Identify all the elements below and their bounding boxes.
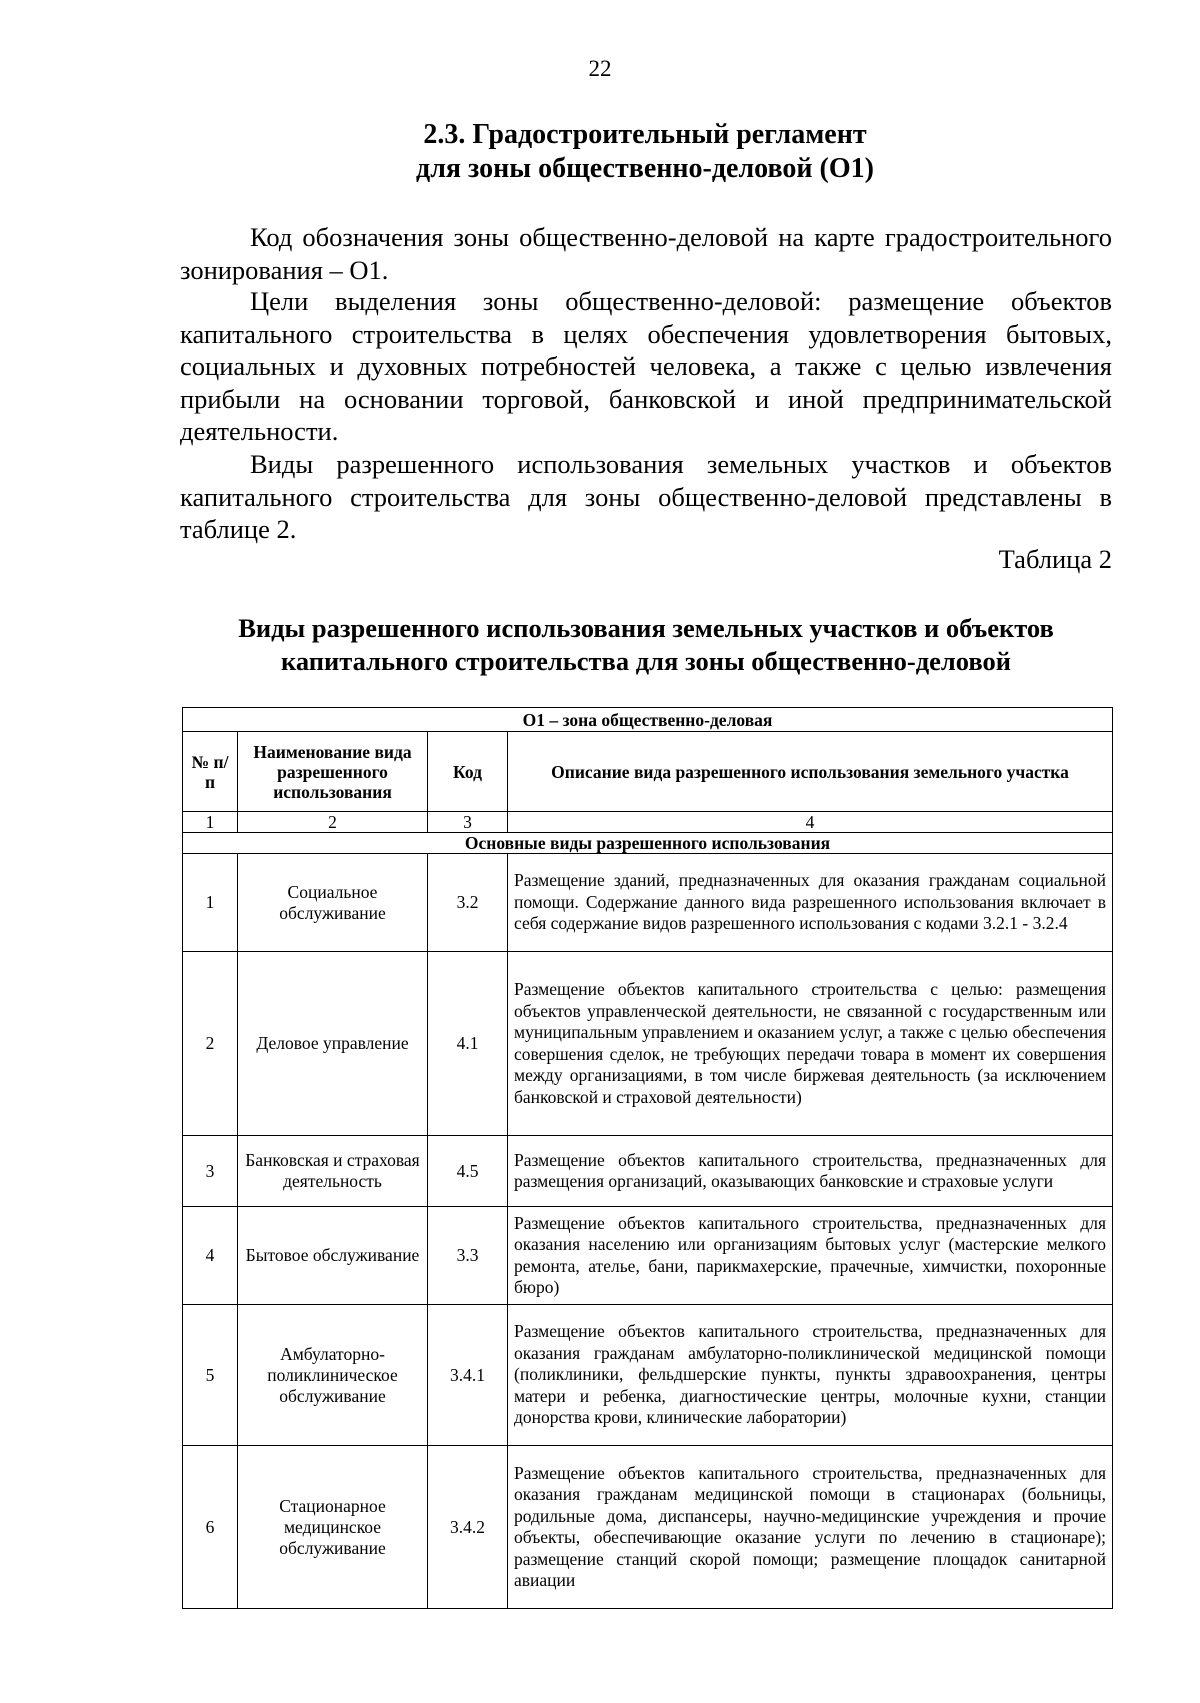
column-number: 2: [238, 812, 428, 833]
row-num: 6: [183, 1446, 238, 1609]
row-code: 3.4.1: [428, 1305, 508, 1446]
row-name: Деловое управление: [238, 952, 428, 1136]
section-heading-line-1: 2.3. Градостроительный регламент: [423, 119, 867, 150]
section-heading: [0, 118, 1200, 186]
column-header-num: № п/п: [183, 732, 238, 812]
row-code: 3.4.2: [428, 1446, 508, 1609]
column-number-row: [183, 812, 1113, 833]
row-desc: Размещение объектов капитального строительства, предназначенных для оказания гражданам медицинской помощи в стационарах (больницы, родильные дома, диспансеры, научно-медицинские учреждения и прочие объекты, обеспечивающие оказание услуги по лечению в стационаре); размещение станций скорой помощи; размещение площадок санитарной авиации: [508, 1446, 1113, 1609]
zone-header-row: [183, 708, 1113, 732]
row-code: 3.3: [428, 1207, 508, 1305]
table-row: [183, 1207, 1113, 1305]
row-desc: Размещение объектов капитального строительства, предназначенных для оказания населению или организациям бытовых услуг (мастерские мелкого ремонта, ателье, бани, парикмахерские, прачечные, химчистки, похоронные бюро): [508, 1207, 1113, 1305]
page-number: 22: [588, 56, 612, 81]
table-label: Таблица 2: [998, 544, 1112, 574]
usage-types-table: [182, 707, 1113, 1609]
column-header-code: Код: [428, 732, 508, 812]
table-row: [183, 952, 1113, 1136]
column-number: 1: [183, 812, 238, 833]
row-num: 5: [183, 1305, 238, 1446]
paragraph-zone-goals-text: Цели выделения зоны общественно-деловой: размещение объектов капитального строительства в целях обеспечения удовлетворения бытовых, социальных и духовных потребностей человека, а также с целью извлечения прибыли на основании торговой, банковской и иной предпринимательской деятельности.: [180, 286, 1112, 446]
row-desc: Размещение объектов капитального строительства с целью: размещения объектов управленческой деятельности, не связанной с государственным или муниципальным управлением и оказанием услуг, а также с целью обеспечения совершения сделок, не требующих передачи товара в момент их совершения между организациями, в том числе биржевая деятельность (за исключением банковской и страховой деятельности): [508, 952, 1113, 1136]
row-num: 4: [183, 1207, 238, 1305]
row-name: Бытовое обслуживание: [238, 1207, 428, 1305]
column-header-desc: Описание вида разрешенного использования земельного участка: [508, 732, 1113, 812]
paragraph-zone-code-text: Код обозначения зоны общественно-деловой на карте градостроительного зонирования – О1.: [180, 222, 1112, 285]
column-header-row: [183, 732, 1113, 812]
row-desc: Размещение объектов капитального строительства, предназначенных для размещения организаций, оказывающих банковские и страховые услуги: [508, 1136, 1113, 1207]
section-heading-line-2: для зоны общественно-деловой (О1): [416, 153, 874, 184]
row-code: 4.1: [428, 952, 508, 1136]
table-title-line-2: капитального строительства для зоны общественно-деловой: [280, 646, 1012, 676]
section-header-row: [183, 833, 1113, 854]
row-desc: Размещение объектов капитального строительства, предназначенных для оказания гражданам амбулаторно-поликлинической медицинской помощи (поликлиники, фельдшерские пункты, пункты здравоохранения, центры матери и ребенка, диагностические центры, молочные кухни, станции донорства крови, клинические лаборатории): [508, 1305, 1113, 1446]
row-name: Банковская и страховая деятельность: [238, 1136, 428, 1207]
row-num: 2: [183, 952, 238, 1136]
column-number: 4: [508, 812, 1113, 833]
table-row: [183, 1305, 1113, 1446]
column-header-name: Наименование вида разрешенного использования: [238, 732, 428, 812]
paragraph-usage-types: [180, 448, 1112, 546]
section-header: Основные виды разрешенного использования: [183, 833, 1113, 854]
row-num: 3: [183, 1136, 238, 1207]
table-title-line-1: Виды разрешенного использования земельных участков и объектов: [238, 613, 1054, 643]
paragraph-usage-types-text: Виды разрешенного использования земельных участков и объектов капитального строительства для зоны общественно-деловой представлены в таблице 2.: [180, 449, 1112, 544]
table-row: [183, 1136, 1113, 1207]
row-code: 3.2: [428, 854, 508, 952]
row-name: Стационарное медицинское обслуживание: [238, 1446, 428, 1609]
table-row: [183, 1446, 1113, 1609]
row-code: 4.5: [428, 1136, 508, 1207]
zone-header: О1 – зона общественно-деловая: [183, 708, 1113, 732]
row-name: Амбулаторно-поликлиническое обслуживание: [238, 1305, 428, 1446]
row-desc: Размещение зданий, предназначенных для оказания гражданам социальной помощи. Содержание данного вида разрешенного использования включает в себя содержание видов разрешенного использования с кодами 3.2.1 - 3.2.4: [508, 854, 1113, 952]
table-row: [183, 854, 1113, 952]
table-title: [180, 612, 1112, 678]
paragraph-zone-code: [180, 221, 1112, 286]
row-num: 1: [183, 854, 238, 952]
paragraph-zone-goals: [180, 285, 1112, 448]
row-name: Социальное обслуживание: [238, 854, 428, 952]
column-number: 3: [428, 812, 508, 833]
